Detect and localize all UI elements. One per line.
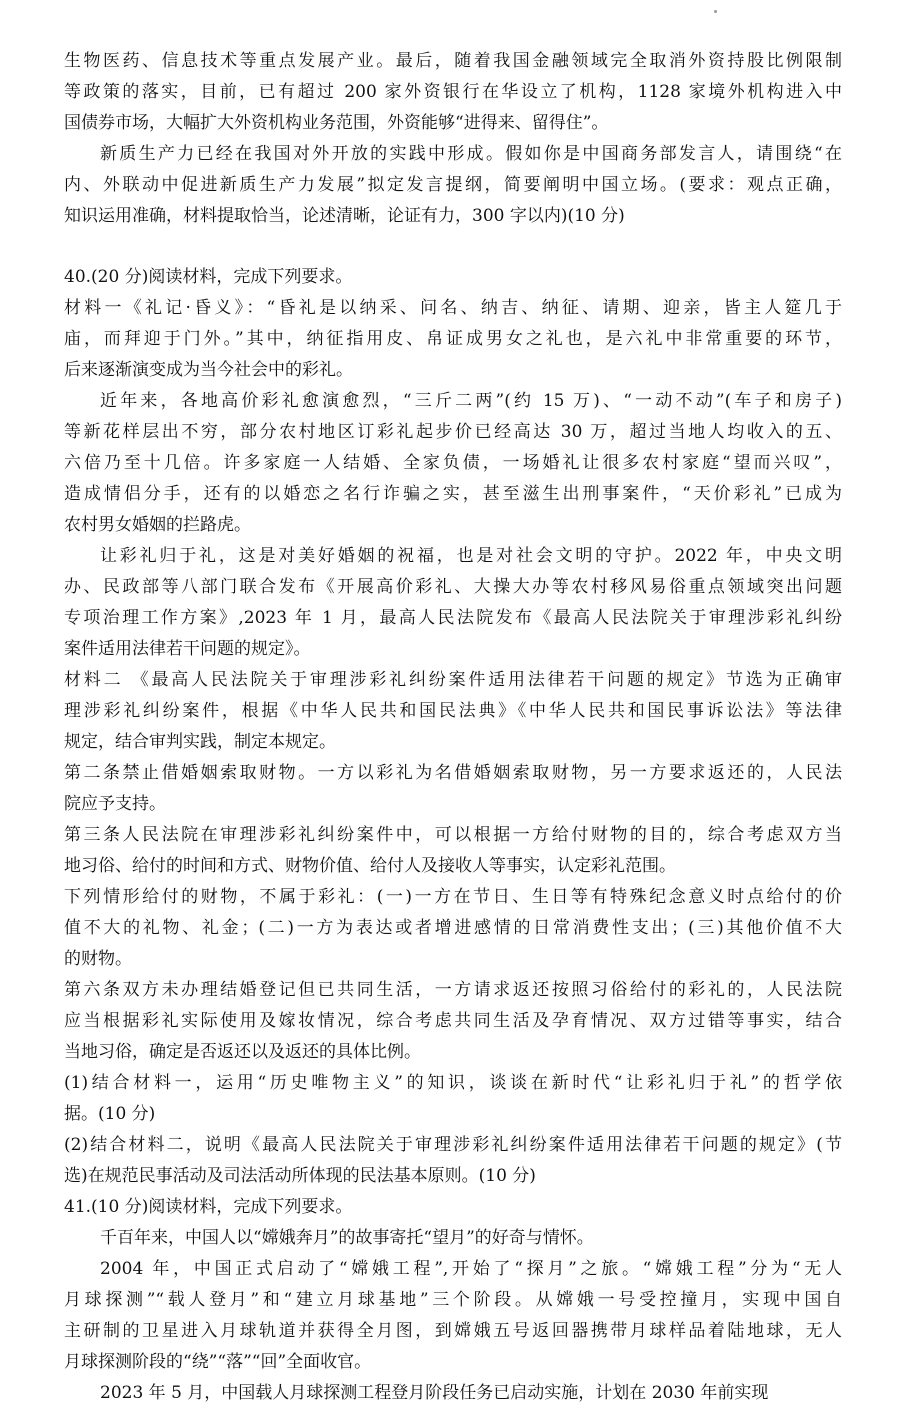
text-line: 41.(10 分)阅读材料，完成下列要求。 [64, 1197, 353, 1217]
text-line: 等政策的落实，目前，已有超过 200 家外资银行在华设立了机构，1128 家境外机构进入中 [64, 82, 842, 102]
paragraph [64, 975, 842, 1068]
text-line: 材料一《礼记·昏义》：“昏礼是以纳采、问名、纳吉、纳征、请期、迎亲，皆主人筵几于 [64, 298, 842, 318]
text-line: 值不大的礼物、礼金；(二)一方为表达或者增进感情的日常消费性支出；(三)其他价值不大 [64, 918, 842, 938]
text-line: 办、民政部等八部门联合发布《开展高价彩礼、大操大办等农村移风易俗重点领域突出问题 [64, 577, 842, 597]
section-gap [64, 232, 842, 262]
paragraph [64, 1378, 842, 1409]
text-line: 千百年来，中国人以“嫦娥奔月”的故事寄托“望月”的好奇与情怀。 [100, 1228, 594, 1248]
paragraph [64, 1223, 842, 1254]
text-line: 2004 年，中国正式启动了“嫦娥工程”,开始了“探月”之旅。“嫦娥工程”分为“无人 [100, 1259, 842, 1279]
text-line: 理涉彩礼纠纷案件，根据《中华人民共和国民法典》《中华人民共和国民事诉讼法》等法律 [64, 701, 842, 721]
text-line: 应当根据彩礼实际使用及嫁妆情况，综合考虑共同生活及孕育情况、双方过错等事实，结合 [64, 1011, 842, 1031]
paragraph [64, 1130, 842, 1192]
text-line: 主研制的卫星进入月球轨道并获得全月图，到嫦娥五号返回器携带月球样品着陆地球，无人 [64, 1321, 842, 1341]
text-line: 选)在规范民事活动及司法活动所体现的民法基本原则。(10 分) [64, 1166, 536, 1186]
paragraph [64, 293, 842, 386]
text-line: (1)结合材料一，运用“历史唯物主义”的知识，谈谈在新时代“让彩礼归于礼”的哲学依 [64, 1073, 842, 1093]
text-line: (2)结合材料二，说明《最高人民法院关于审理涉彩礼纠纷案件适用法律若干问题的规定》(节 [64, 1135, 842, 1155]
text-line: 内、外联动中促进新质生产力发展”拟定发言提纲，简要阐明中国立场。(要求：观点正确， [64, 175, 842, 195]
text-line: 让彩礼归于礼，这是对美好婚姻的祝福，也是对社会文明的守护。2022 年，中央文明 [100, 546, 842, 566]
text-line: 地习俗、给付的时间和方式、财物价值、给付人及接收人等事实，认定彩礼范围。 [64, 856, 676, 876]
paragraph [64, 541, 842, 665]
paragraph [64, 262, 842, 293]
text-line: 专项治理工作方案》,2023 年 1 月，最高人民法院发布《最高人民法院关于审理涉彩礼纠纷 [64, 608, 842, 628]
paragraph [64, 1068, 842, 1130]
text-line: 第六条双方未办理结婚登记但已共同生活，一方请求返还按照习俗给付的彩礼的，人民法院 [64, 980, 842, 1000]
text-line: 院应予支持。 [64, 794, 166, 814]
paragraph [64, 882, 842, 975]
text-line: 材料二 《最高人民法院关于审理涉彩礼纠纷案件适用法律若干问题的规定》节选为正确审 [64, 670, 842, 690]
text-line: 造成情侣分手，还有的以婚恋之名行诈骗之实，甚至滋生出刑事案件，“天价彩礼”已成为 [64, 484, 842, 504]
text-line: 近年来，各地高价彩礼愈演愈烈，“三斤二两”(约 15 万)、“一动不动”(车子和房子) [100, 391, 842, 411]
paragraph [64, 386, 842, 541]
text-line: 六倍乃至十几倍。许多家庭一人结婚、全家负债，一场婚礼让很多农村家庭“望而兴叹”， [64, 453, 842, 473]
document-body [64, 46, 842, 1409]
paragraph [64, 758, 842, 820]
text-line: 2023 年 5 月，中国载人月球探测工程登月阶段任务已启动实施，计划在 2030 年前实现 [100, 1383, 769, 1403]
text-line: 庙，而拜迎于门外。”其中，纳征指用皮、帛证成男女之礼也，是六礼中非常重要的环节， [64, 329, 842, 349]
paragraph [64, 1254, 842, 1378]
text-line: 当地习俗，确定是否返还以及返还的具体比例。 [64, 1042, 421, 1062]
scan-dot [714, 10, 717, 13]
text-line: 月球探测阶段的“绕”“落”“回”全面收官。 [64, 1352, 372, 1372]
text-line: 生物医药、信息技术等重点发展产业。最后，随着我国金融领域完全取消外资持股比例限制 [64, 51, 842, 71]
text-line: 知识运用准确，材料提取恰当，论述清晰，论证有力，300 字以内)(10 分) [64, 206, 625, 226]
paragraph [64, 46, 842, 139]
paragraph [64, 1192, 842, 1223]
text-line: 月球探测”“载人登月”和“建立月球基地”三个阶段。从嫦娥一号受控撞月，实现中国自 [64, 1290, 842, 1310]
text-line: 规定，结合审判实践，制定本规定。 [64, 732, 336, 752]
text-line: 案件适用法律若干问题的规定》。 [64, 639, 311, 659]
text-line: 下列情形给付的财物，不属于彩礼：(一)一方在节日、生日等有特殊纪念意义时点给付的价 [64, 887, 842, 907]
text-line: 40.(20 分)阅读材料，完成下列要求。 [64, 267, 353, 287]
text-line: 农村男女婚姻的拦路虎。 [64, 515, 251, 535]
text-line: 新质生产力已经在我国对外开放的实践中形成。假如你是中国商务部发言人，请围绕“在 [100, 144, 842, 164]
paragraph [64, 665, 842, 758]
text-line: 国债券市场，大幅扩大外资机构业务范围，外资能够“进得来、留得住”。 [64, 113, 609, 133]
text-line: 据。(10 分) [64, 1104, 156, 1124]
text-line: 后来逐渐演变成为当今社会中的彩礼。 [64, 360, 353, 380]
text-line: 的财物。 [64, 949, 132, 969]
text-line: 第二条禁止借婚姻索取财物。一方以彩礼为名借婚姻索取财物，另一方要求返还的，人民法 [64, 763, 842, 783]
text-line: 第三条人民法院在审理涉彩礼纠纷案件中，可以根据一方给付财物的目的，综合考虑双方当 [64, 825, 842, 845]
paragraph [64, 820, 842, 882]
paragraph [64, 139, 842, 232]
text-line: 等新花样层出不穷，部分农村地区订彩礼起步价已经高达 30 万，超过当地人均收入的五、 [64, 422, 842, 442]
